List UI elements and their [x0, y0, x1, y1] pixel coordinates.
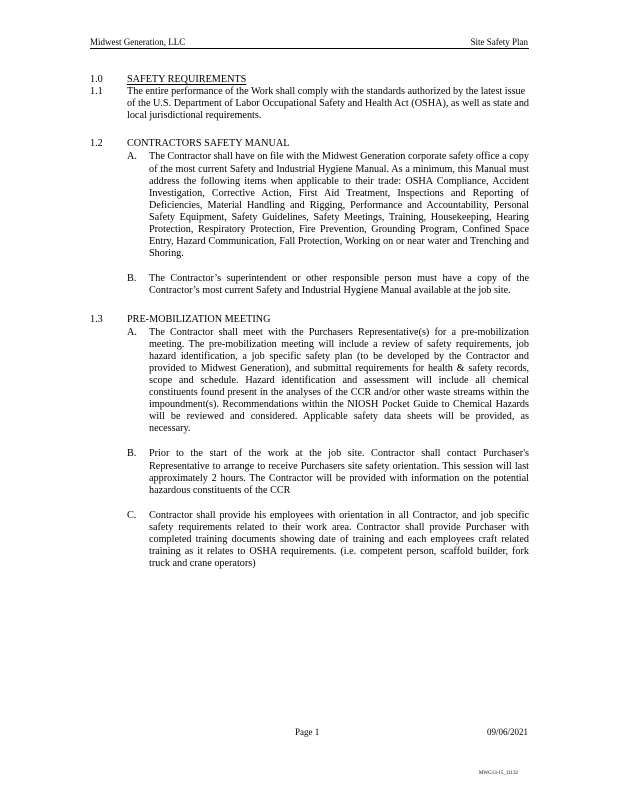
list-item	[127, 327, 529, 436]
section-title: CONTRACTORS SAFETY MANUAL	[127, 138, 290, 150]
section-text: The entire performance of the Work shall comply with the standards authorized by the latest issue of the U.S. Department of Labor Occupational Safety and Health Act (OSHA), as well as state and local jurisdictional requirements.	[127, 86, 530, 122]
item-letter: A.	[127, 151, 137, 163]
list-item	[127, 510, 529, 570]
item-text: The Contractor shall have on file with the Midwest Generation corporate safety office a copy of the most current Safety and Industrial Hygiene Manual. As a minimum, this Manual must address the following items when applicable to their trade: OSHA Compliance, Accident Investigation, Corrective Action, First Aid Treatment, Inspections and Reporting of Deficiencies, Material Handling and Rigging, Performance and Accountability, Personal Safety Equipment, Safety Guidelines, Safety Meetings, Training, Housekeeping, Hearing Protection, Respiratory Protection, Fire Prevention, Grounding Program, Confined Space Entry, Hazard Communication, Fall Protection, Working on or near water and Trenching and Shoring.	[149, 151, 529, 260]
section-title: PRE-MOBILIZATION MEETING	[127, 313, 271, 325]
document-id: MWG13-15_11132	[478, 771, 518, 776]
header-rule	[90, 48, 529, 49]
section-number: 1.1	[90, 86, 103, 98]
item-letter: B.	[127, 273, 137, 285]
item-letter: A.	[127, 326, 137, 338]
section-number: 1.0	[90, 74, 103, 85]
item-letter: B.	[127, 448, 137, 460]
list-item	[127, 448, 529, 496]
item-text: Prior to the start of the work at the job site. Contractor shall contact Purchaser's Representative to arrange to receive Purchasers site safety orientation. This session will last approximately 2 hours. The Contractor will be provided with information on the potential hazardous constituents of the CCR	[149, 448, 529, 496]
item-text: The Contractor shall meet with the Purchasers Representative(s) for a pre-mobilization meeting. The pre-mobilization meeting will include a review of safety requirements, job hazard identification, a job specific safety plan (to be developed by the Contractor and provided to Midwest Generation), and submittal requirements for health & safety records, scope and schedule. Hazard identification and assessment will include all chemical constituents found present in the analyses of the CCR and/or other waste streams within the impoundment(s). Recommendations within the NIOSH Pocket Guide to Chemical Hazards will be reviewed and considered. Applicable safety data sheets will be provided, as necessary.	[149, 326, 529, 435]
section-1-0	[90, 74, 529, 86]
page-number: Page 1	[295, 727, 320, 737]
header-company: Midwest Generation, LLC	[90, 37, 186, 47]
header-doc-title: Site Safety Plan	[470, 37, 528, 47]
list-item	[127, 273, 529, 297]
section-number: 1.2	[90, 138, 103, 150]
section-title: SAFETY REQUIREMENTS	[127, 74, 247, 85]
item-text: The Contractor’s superintendent or other responsible person must have a copy of the Contractor’s most current Safety and Industrial Hygiene Manual available at the job site.	[149, 273, 529, 297]
item-letter: C.	[127, 509, 137, 521]
footer-date: 09/06/2021	[486, 727, 528, 737]
item-text: Contractor shall provide his employees with orientation in all Contractor, and job specific safety requirements related to their work area. Contractor shall provide Purchaser with completed training documents showing date of training and each employees craft related training as it relates to OSHA requirements. (i.e. competent person, scaffold builder, fork truck and crane operators)	[149, 509, 529, 570]
section-1-1	[90, 86, 529, 122]
document-body	[90, 74, 529, 570]
section-1-3	[90, 314, 529, 571]
list-item	[127, 151, 529, 260]
section-1-2	[90, 138, 529, 297]
section-number: 1.3	[90, 313, 103, 325]
